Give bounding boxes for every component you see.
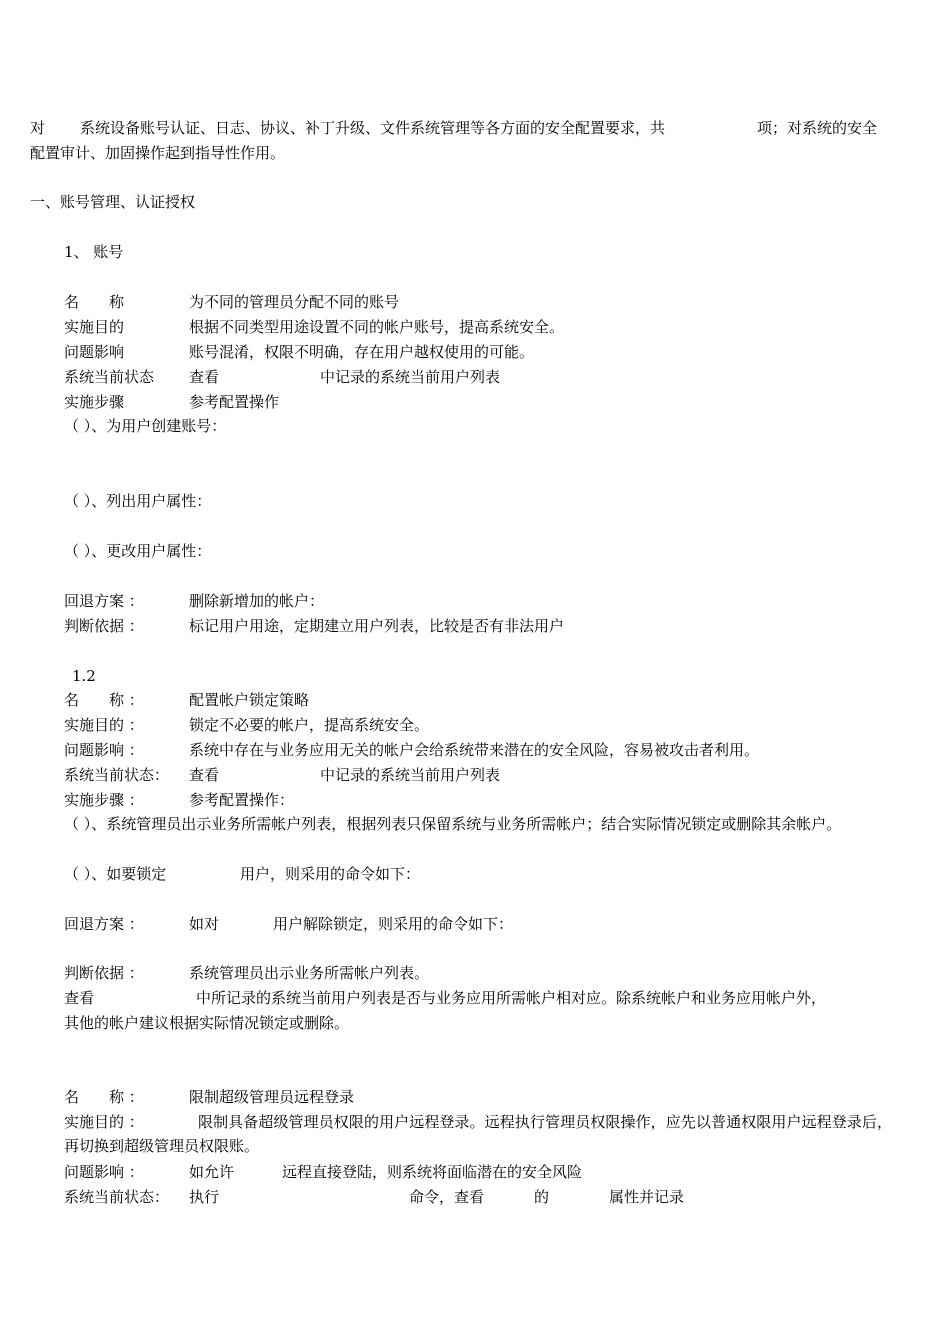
item2-name-label: 名 称 ： xyxy=(64,691,144,709)
item2-goal-label: 实施目的 ： xyxy=(64,716,144,734)
item1-heading: 1、 账号 xyxy=(64,243,124,261)
item1-impact-label: 问题影响 xyxy=(64,343,125,361)
item1-step2: （ ）、列出用户属性： xyxy=(64,492,212,510)
item2-name-value: 配置帐户锁定策略 xyxy=(189,691,310,709)
item1-impact-value: 账号混淆，权限不明确，存在用户越权使用的可能。 xyxy=(189,343,535,361)
item1-step1: （ ）、为用户创建账号： xyxy=(64,417,227,435)
item2-judge-label: 判断依据 ： xyxy=(64,964,144,982)
item3-name-value: 限制超级管理员远程登录 xyxy=(189,1088,355,1106)
intro-scope: 系统设备账号认证、日志、协议、补丁升级、文件系统管理等各方面的安全配置要求，共 xyxy=(80,119,666,137)
item1-goal-value: 根据不同类型用途设置不同的帐户账号，提高系统安全。 xyxy=(189,318,565,336)
item2-goal-value: 锁定不必要的帐户，提高系统安全。 xyxy=(189,716,430,734)
item2-rollback-a: 如对 xyxy=(189,915,220,933)
item1-rollback-value: 删除新增加的帐户： xyxy=(189,592,325,610)
item1-judge-label: 判断依据 ： xyxy=(64,617,144,635)
item2-step2a: （ ）、如要锁定 xyxy=(64,865,167,883)
item1-steps-label: 实施步骤 xyxy=(64,393,125,411)
section-title: 一、账号管理、认证授权 xyxy=(30,193,196,211)
item3-status-attr: 属性并记录 xyxy=(609,1188,685,1206)
item2-rollback-b: 用户解除锁定，则采用的命令如下： xyxy=(273,915,514,933)
item1-rollback-label: 回退方案 ： xyxy=(64,592,144,610)
item2-check-text: 中所记录的系统当前用户列表是否与业务应用所需帐户相对应。除系统帐户和业务应用帐户外， xyxy=(196,989,827,1007)
item1-name-value: 为不同的管理员分配不同的账号 xyxy=(189,293,400,311)
item3-name-label: 名 称 ： xyxy=(64,1088,144,1106)
item3-impact-b: 远程直接登陆，则系统将面临潜在的安全风险 xyxy=(282,1163,583,1181)
intro-xiang: 项；对系统的安全 xyxy=(757,119,878,137)
item3-impact-label: 问题影响 ： xyxy=(64,1163,144,1181)
item1-steps-value: 参考配置操作 xyxy=(189,393,280,411)
intro-line2: 配置审计、加固操作起到指导性作用。 xyxy=(30,144,286,162)
item2-steps-label: 实施步骤 ： xyxy=(64,791,144,809)
item3-goal-value: 限制具备超级管理员权限的用户远程登录。远程执行管理员权限操作，应先以普通权限用户远程登录后，再切换到超级管理员权限账。 xyxy=(64,1113,892,1155)
item1-status-rest: 中记录的系统当前用户列表 xyxy=(320,368,501,386)
item1-status-label: 系统当前状态 xyxy=(64,368,155,386)
item1-status-view: 查看 xyxy=(189,368,220,386)
item3-status-exec: 执行 xyxy=(189,1188,220,1206)
item3-status-cmd: 命令，查看 xyxy=(409,1188,485,1206)
item2-step2b: 用户，则采用的命令如下： xyxy=(240,865,421,883)
item1-name-label: 名 称 xyxy=(64,293,125,311)
item2-step1: （ ）、系统管理员出示业务所需帐户列表，根据列表只保留系统与业务所需帐户；结合实际情况锁定或删除其余帐户。 xyxy=(64,815,842,833)
item3-status-de: 的 xyxy=(534,1188,550,1206)
item2-rollback-label: 回退方案 ： xyxy=(64,915,144,933)
item2-status-view: 查看 xyxy=(189,766,220,784)
item1-judge-value: 标记用户用途，定期建立用户列表，比较是否有非法用户 xyxy=(189,617,565,635)
item2-status-rest: 中记录的系统当前用户列表 xyxy=(320,766,501,784)
item2-status-label: 系统当前状态： xyxy=(64,766,170,784)
item2-impact-label: 问题影响 ： xyxy=(64,741,144,759)
item2-check-view: 查看 xyxy=(64,989,95,1007)
intro-dui: 对 xyxy=(30,119,46,137)
item2-judge-value: 系统管理员出示业务所需帐户列表。 xyxy=(189,964,430,982)
item3-impact-a: 如允许 xyxy=(189,1163,235,1181)
item2-impact-value: 系统中存在与业务应用无关的帐户会给系统带来潜在的安全风险，容易被攻击者利用。 xyxy=(189,741,760,759)
item3-status-label: 系统当前状态： xyxy=(64,1188,170,1206)
item2-steps-value: 参考配置操作： xyxy=(189,791,295,809)
item3-goal-label: 实施目的 ： xyxy=(64,1113,144,1131)
item1-step3: （ ）、更改用户属性： xyxy=(64,542,212,560)
item2-check-line2: 其他的帐户建议根据实际情况锁定或删除。 xyxy=(64,1014,350,1032)
item2-heading: 1.2 xyxy=(72,667,96,685)
item1-goal-label: 实施目的 xyxy=(64,318,125,336)
